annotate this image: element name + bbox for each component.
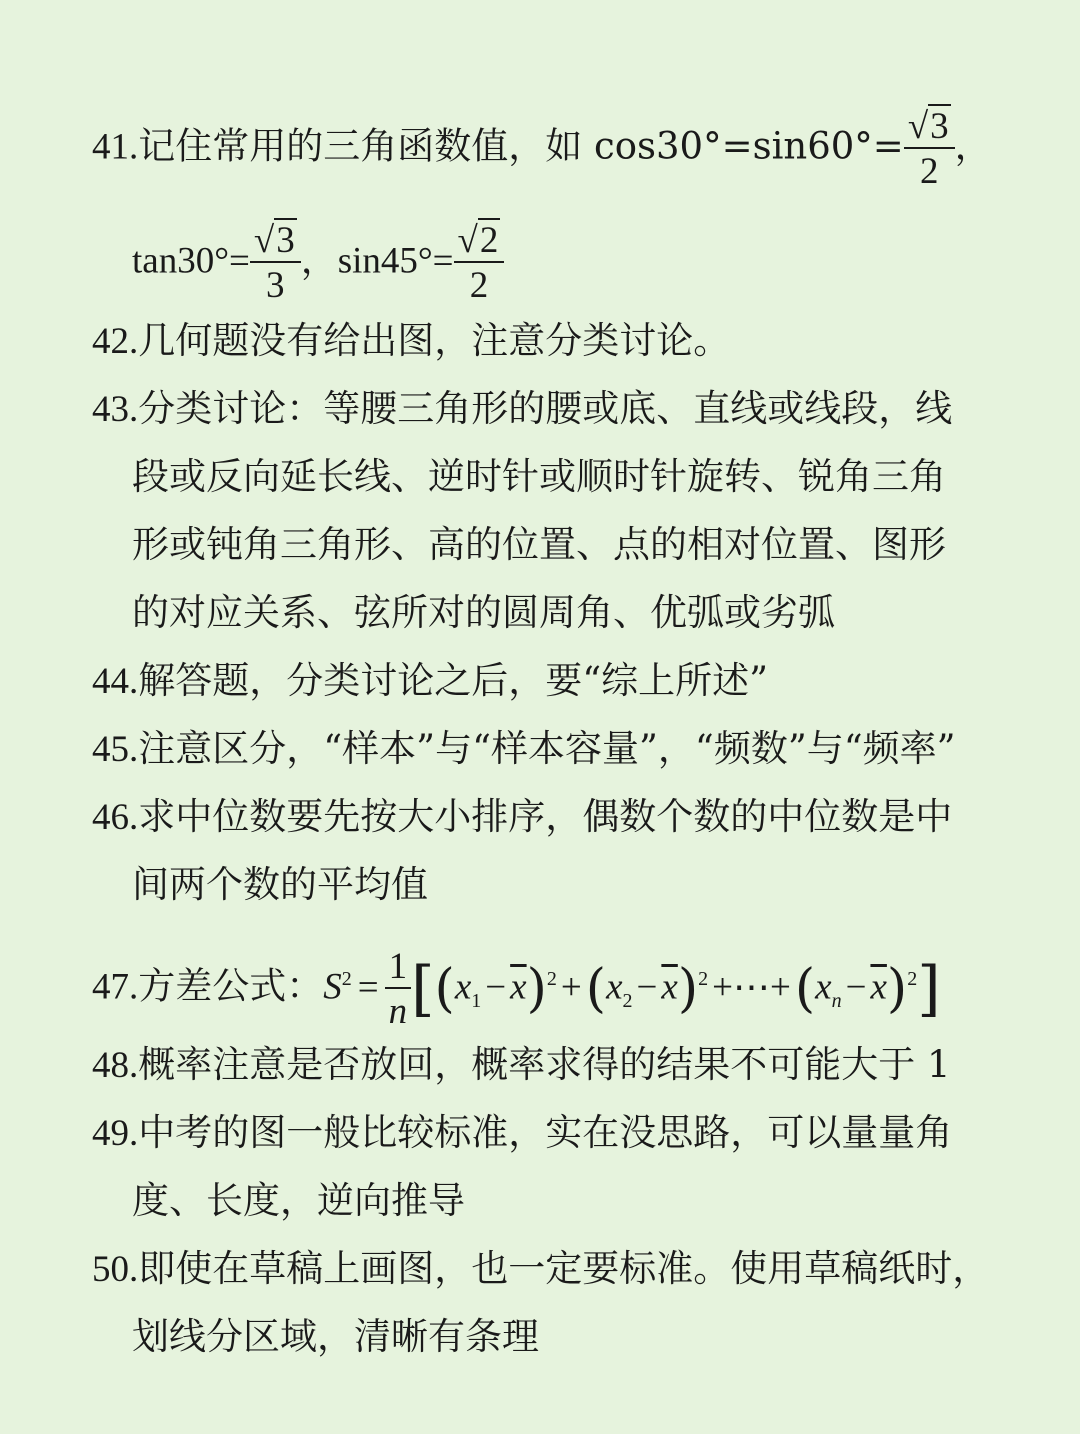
exponent: 2 [907, 968, 918, 991]
x-bar: $\overline{x}$ [510, 966, 527, 1008]
minus: − [845, 966, 867, 1008]
item-43-line-4: 的对应关系、弦所对的圆周角、优弧或劣弧 [132, 591, 835, 634]
item-text: 解答题，分类讨论之后，要“综上所述” [138, 659, 769, 702]
ellipsis: +⋯+ [712, 966, 791, 1008]
item-text: 即使在草稿上画图，也一定要标准。使用草稿纸时， [138, 1247, 990, 1290]
separator: ， [300, 238, 338, 282]
x-bar: $\overline{x}$ [870, 966, 887, 1008]
fraction-sqrt3-over-2: $\frac{√3}{2}$ [904, 108, 955, 190]
item-text: 注意区分，“样本”与“样本容量”，“频数”与“频率” [138, 727, 956, 770]
fraction-sqrt3-over-3: $\frac{√3}{3}$ [250, 222, 301, 304]
fraction-1-over-n: $\frac{1}{n}$ [385, 948, 412, 1030]
item-number: 48. [92, 1045, 139, 1086]
item-46-line-1 [92, 794, 952, 841]
item-number: 46. [92, 797, 139, 838]
left-bracket: [ [411, 954, 435, 1024]
left-paren: ( [794, 959, 816, 1019]
item-number: 45. [92, 729, 139, 770]
minus: − [485, 966, 507, 1008]
fraction-sqrt2-over-2: $\frac{√2}{2}$ [454, 222, 505, 304]
item-47-variance-formula [92, 948, 941, 1030]
item-49-line-2: 度、长度，逆向推导 [132, 1179, 465, 1222]
item-49-line-1 [92, 1110, 952, 1157]
right-paren: ) [526, 959, 547, 1019]
sin-label: sin45°= [337, 240, 454, 282]
exponent: 2 [546, 968, 557, 991]
item-text: 几何题没有给出图，注意分类讨论。 [138, 319, 731, 362]
item-text: 中考的图一般比较标准，实在没思路，可以量量角 [138, 1111, 953, 1154]
equals-sign: = [357, 966, 379, 1008]
item-text: 求中位数要先按大小排序，偶数个数的中位数是中 [138, 795, 953, 838]
item-45 [92, 726, 956, 773]
item-number: 43. [92, 389, 139, 430]
left-paren: ( [585, 959, 607, 1019]
comma: ， [954, 124, 992, 168]
var-x: x [815, 966, 832, 1008]
item-text: 分类讨论：等腰三角形的腰或底、直线或线段，线 [138, 387, 953, 430]
item-number: 41. [92, 126, 139, 168]
tan-label: tan30°= [132, 240, 250, 282]
item-43-line-1 [92, 386, 952, 433]
item-41-line-1 [92, 108, 992, 190]
item-number: 47. [92, 966, 139, 1008]
item-number: 50. [92, 1249, 139, 1290]
item-number: 44. [92, 661, 139, 702]
item-46-line-2: 间两个数的平均值 [132, 863, 428, 906]
exponent: 2 [698, 968, 709, 991]
item-41-line-2 [132, 222, 504, 304]
left-paren: ( [434, 959, 455, 1019]
var-x: x [606, 966, 623, 1008]
symbol-S: S [323, 966, 342, 1008]
item-text: 记住常用的三角函数值，如 cos30°=sin60°= [138, 124, 904, 168]
item-42 [92, 318, 730, 365]
item-text: 方差公式： [138, 964, 324, 1008]
subscript: 1 [471, 989, 482, 1012]
right-paren: ) [886, 959, 908, 1019]
item-44 [92, 658, 768, 705]
item-number: 42. [92, 321, 139, 362]
subscript: n [831, 989, 842, 1012]
item-43-line-2: 段或反向延长线、逆时针或顺时针旋转、锐角三角 [132, 455, 946, 498]
subscript: 2 [622, 989, 633, 1012]
exponent: 2 [341, 968, 352, 991]
item-43-line-3: 形或钝角三角形、高的位置、点的相对位置、图形 [132, 523, 946, 566]
right-bracket: ] [917, 954, 941, 1024]
minus: − [636, 966, 658, 1008]
item-text: 概率注意是否放回，概率求得的结果不可能大于 1 [138, 1043, 951, 1086]
right-paren: ) [677, 959, 699, 1019]
item-48 [92, 1042, 951, 1089]
var-x: x [454, 966, 472, 1008]
item-number: 49. [92, 1113, 139, 1154]
item-50-line-1 [92, 1246, 989, 1293]
item-50-line-2: 划线分区域，清晰有条理 [132, 1315, 539, 1358]
plus: + [560, 966, 582, 1008]
x-bar: $\overline{x}$ [661, 966, 678, 1008]
